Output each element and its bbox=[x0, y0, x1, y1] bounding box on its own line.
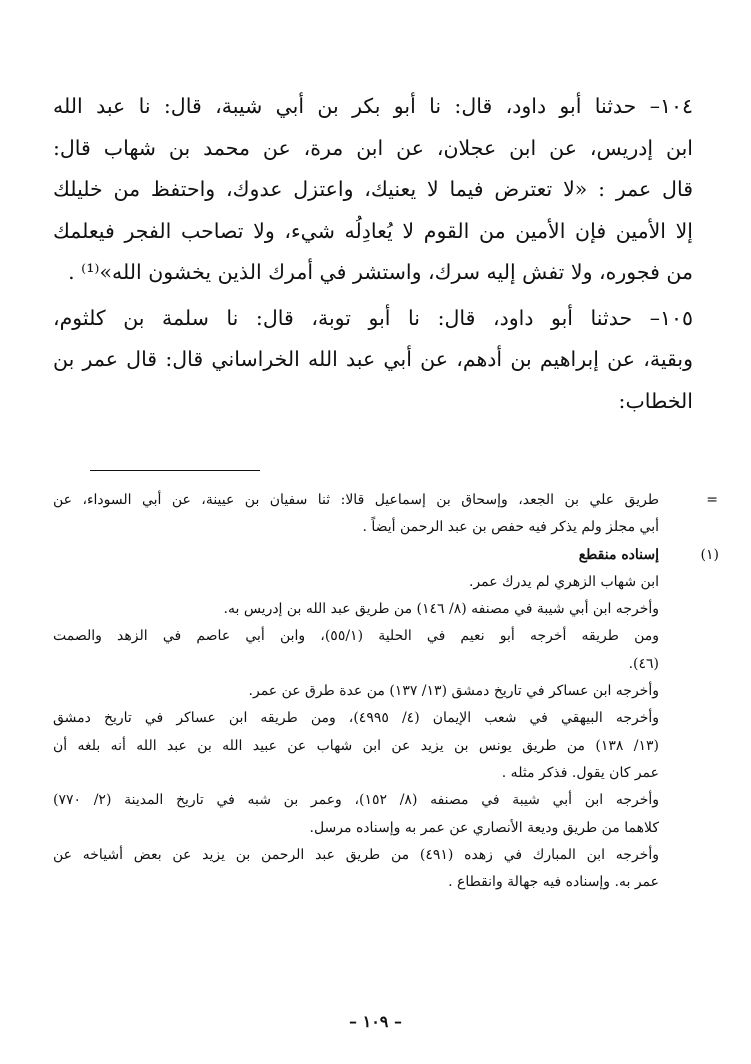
hadith-104-line: ابن إدريس، عن ابن عجلان، عن ابن مرة، عن محمد بن شهاب قال: bbox=[53, 135, 693, 160]
footnotes-section bbox=[53, 487, 719, 896]
footnote-line: أبي مجلز ولم يذكر فيه حفص بن عبد الرحمن أيضاً . bbox=[362, 519, 659, 536]
footnote-line: وأخرجه ابن عساكر في تاريخ دمشق (١٣/ ١٣٧) من عدة طرق عن عمر. bbox=[248, 683, 659, 700]
hadith-105-line: ١٠٥– حدثنا أبو داود، قال: نا أبو توبة، قال: نا سلمة بن كلثوم، bbox=[53, 305, 693, 330]
hadith-104-line: قال عمر : «لا تعترض فيما لا يعنيك، واعتزل عدوك، واحتفظ من خليلك bbox=[53, 177, 693, 201]
footnote-line: عمر به. وإسناده فيه جهالة وانقطاع . bbox=[448, 874, 659, 891]
hadith-104-line: إلا الأمين فإن الأمين من القوم لا يُعادِلُه شيء، ولا تصاحب الفجر فيعلمك bbox=[53, 218, 693, 243]
footnote-continuation bbox=[53, 487, 718, 542]
continuation-marker: = bbox=[706, 492, 718, 508]
footnote-divider bbox=[90, 470, 260, 471]
hadith-104-paragraph bbox=[53, 86, 693, 294]
hadith-104-line: ١٠٤– حدثنا أبو داود، قال: نا أبو بكر بن أبي شيبة، قال: نا عبد الله bbox=[53, 94, 693, 118]
footnote-line: (١٣/ ١٣٨) من طريق يونس بن يزيد عن ابن شهاب عن عبيد الله بن عبد الله أنه بلغه أن bbox=[53, 737, 660, 754]
footnote-heading: إسناده منقطع bbox=[578, 546, 659, 563]
footnote-line: وأخرجه ابن المبارك في زهده (٤٩١) من طريق عبد الرحمن بن يزيد عن بعض أشياخه عن bbox=[53, 846, 659, 863]
footnote-line: عمر كان يقول. فذكر مثله . bbox=[501, 764, 659, 781]
footnote-line: ابن شهاب الزهري لم يدرك عمر. bbox=[468, 573, 659, 590]
page-number: – ١٠٩ – bbox=[349, 1012, 402, 1031]
footnote-line: ومن طريقه أخرجه أبو نعيم في الحلية (٥٥/١)، وابن أبي عاصم في الزهد والصمت bbox=[53, 628, 659, 645]
main-text bbox=[53, 86, 693, 422]
footnote-line: وأخرجه ابن أبي شيبة في مصنفه (٨/ ١٤٦) من طريق عبد الله بن إدريس به. bbox=[223, 601, 659, 618]
footnote-line: وأخرجه البيهقي في شعب الإيمان (٤/ ٤٩٩٥)، ومن طريقه ابن عساكر في تاريخ دمشق bbox=[53, 710, 660, 727]
footnote-line: طريق علي بن الجعد، وإسحاق بن إسماعيل قالا: ثنا سفيان بن عيينة، عن أبي السوداء، عن bbox=[53, 492, 659, 508]
footnote-line: وأخرجه ابن أبي شيبة في مصنفه (٨/ ١٥٢)، وعمر بن شبه في تاريخ المدينة (٢/ ٧٧٠) bbox=[53, 792, 660, 809]
footnote-number: (١) bbox=[700, 546, 719, 563]
hadith-105-line: وبقية، عن إبراهيم بن أدهم، عن أبي عبد الله الخراساني قال: قال عمر بن bbox=[53, 347, 693, 371]
footnote-1 bbox=[53, 542, 719, 897]
hadith-104-line: من فجوره، ولا تفش إليه سرك، واستشر في أمرك الذين يخشون الله»⁽¹⁾ . bbox=[68, 260, 693, 284]
hadith-105-paragraph bbox=[53, 298, 693, 423]
footnote-line: كلاهما من طريق وديعة الأنصاري عن عمر به وإسناده مرسل. bbox=[309, 819, 659, 836]
footnote-line: (٤٦). bbox=[628, 655, 659, 672]
hadith-105-line: الخطاب: bbox=[618, 388, 693, 413]
